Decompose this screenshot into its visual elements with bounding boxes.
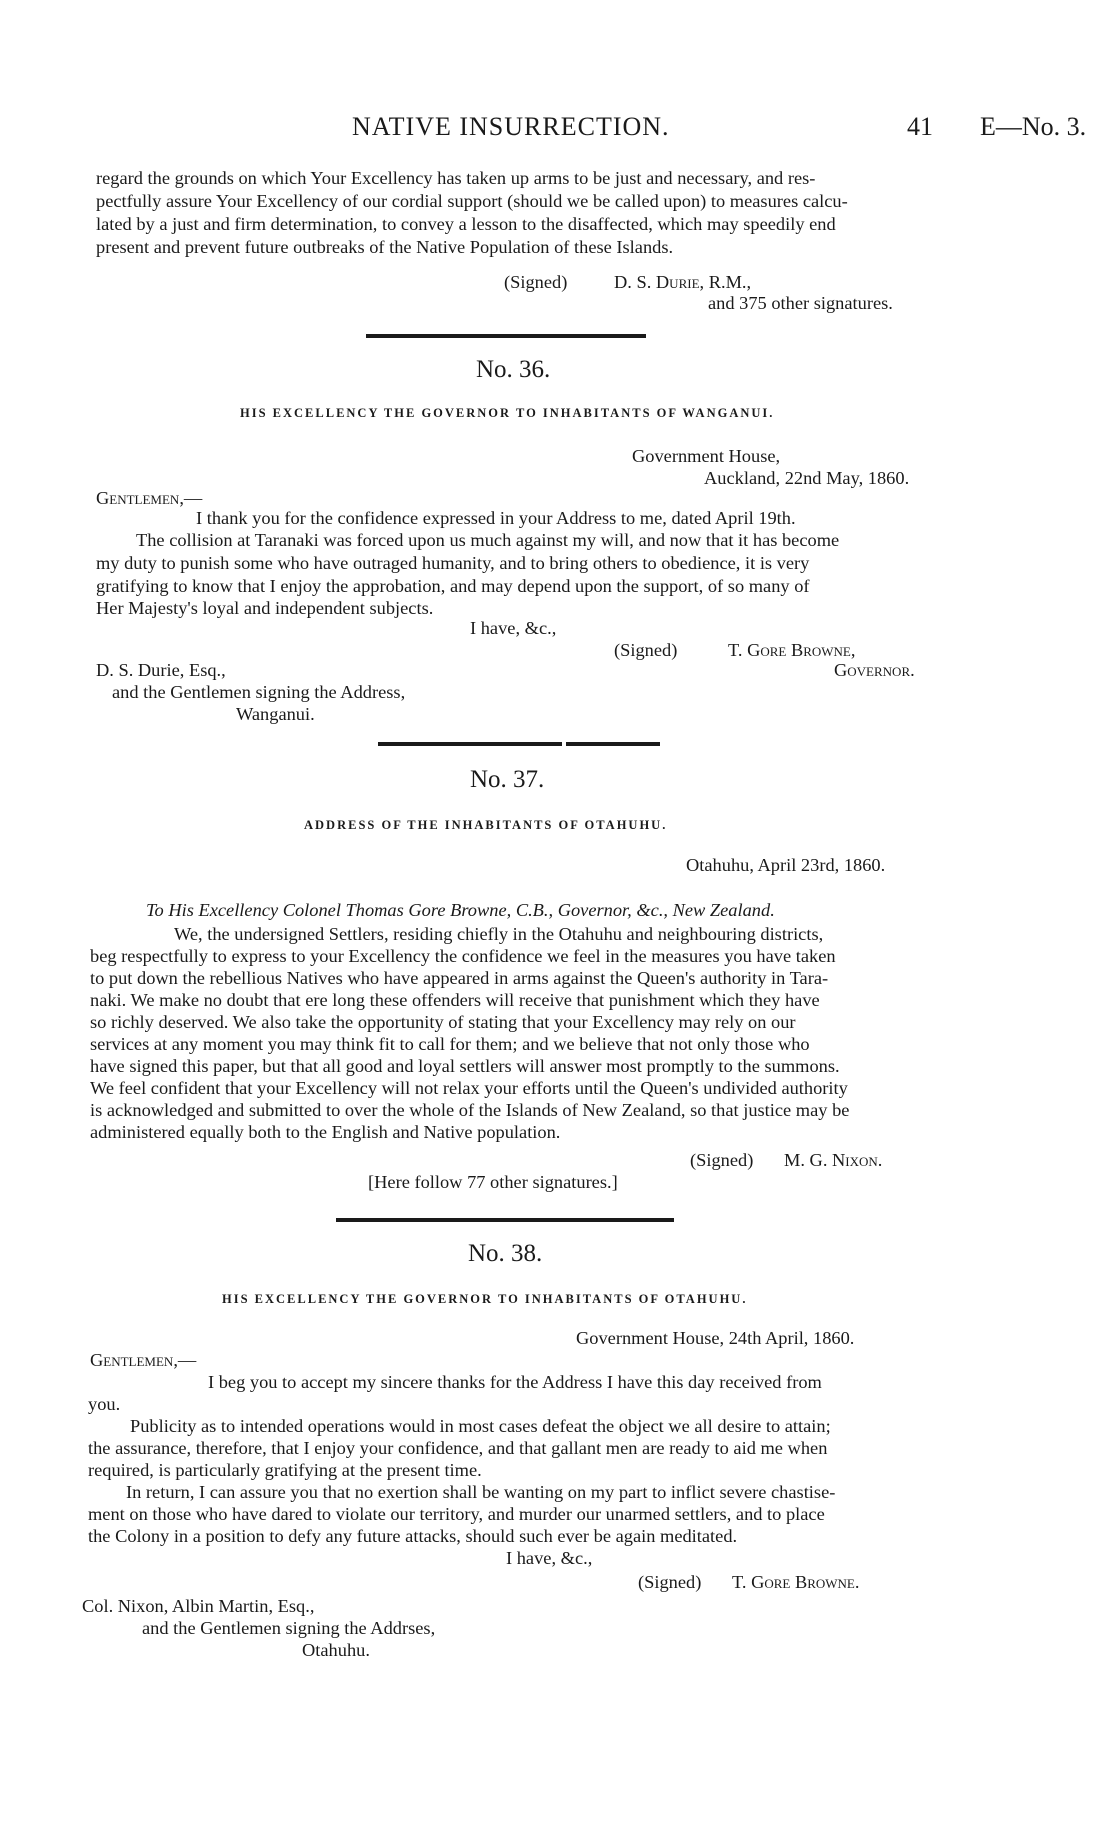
section-38-line-7: ment on those who have dared to violate our territory, and murder our unarmed settlers, and to place [88, 1504, 825, 1524]
section-36-signatory-title: Governor. [834, 660, 915, 680]
section-38-addressee-2: and the Gentlemen signing the Addrses, [142, 1618, 436, 1638]
section-number-38: No. 38. [468, 1240, 543, 1267]
section-36-line-3: my duty to punish some who have outraged humanity, and to bring others to obedience, it is very [96, 553, 810, 573]
section-37-line-5: so richly deserved. We also take the opportunity of stating that your Excellency may rely on our [90, 1012, 796, 1032]
page-number: 41 [907, 112, 933, 141]
section-38-signatory: T. Gore Browne. [732, 1572, 860, 1592]
intro-line-1: regard the grounds on which Your Excellency has taken up arms to be just and necessary, and res- [96, 168, 816, 188]
section-37-line-10: administered equally both to the English and Native population. [90, 1122, 561, 1142]
section-37-to-line: To His Excellency Colonel Thomas Gore Browne, C.B., Governor, &c., New Zealand. [146, 900, 775, 920]
section-36-closing: I have, &c., [470, 618, 557, 638]
section-38-line-8: the Colony in a position to defy any future attacks, should such ever be again meditated. [88, 1526, 738, 1546]
intro-signatory: D. S. Durie, R.M., [614, 272, 752, 292]
section-38-line-1: I beg you to accept my sincere thanks for the Address I have this day received from [208, 1372, 822, 1392]
section-36-line-1: I thank you for the confidence expressed in your Address to me, dated April 19th. [196, 508, 796, 528]
section-36-addressee-3: Wanganui. [236, 704, 315, 724]
intro-other-signatures: and 375 other signatures. [708, 293, 893, 313]
section-38-signed-label: (Signed) [638, 1572, 702, 1592]
section-36-heading: HIS EXCELLENCY THE GOVERNOR TO INHABITANTS OF WANGANUI. [240, 406, 775, 420]
section-36-date: Auckland, 22nd May, 1860. [704, 468, 910, 488]
intro-line-2: pectfully assure Your Excellency of our cordial support (should we be called upon) to measures calcu- [96, 191, 848, 211]
section-36-line-2: The collision at Taranaki was forced upon us much against my will, and now that it has become [136, 530, 840, 550]
section-38-line-2: you. [88, 1394, 121, 1414]
section-38-addressee-3: Otahuhu. [302, 1640, 370, 1660]
section-37-line-4: naki. We make no doubt that ere long these offenders will receive that punishment which they have [90, 990, 820, 1010]
section-divider-right [566, 742, 660, 746]
section-36-addressee-1: D. S. Durie, Esq., [96, 660, 226, 680]
section-divider-left [378, 742, 562, 746]
section-38-salutation: Gentlemen,— [90, 1350, 197, 1370]
section-38-date: Government House, 24th April, 1860. [576, 1328, 855, 1348]
section-37-line-3: to put down the rebellious Natives who have appeared in arms against the Queen's authority in Tara- [90, 968, 829, 988]
intro-line-4: present and prevent future outbreaks of the Native Population of these Islands. [96, 237, 674, 257]
section-37-line-2: beg respectfully to express to your Excellency the confidence we feel in the measures you have taken [90, 946, 836, 966]
intro-line-3: lated by a just and firm determination, to convey a lesson to the disaffected, which may speedily end [96, 214, 836, 234]
section-37-line-1: We, the undersigned Settlers, residing chiefly in the Otahuhu and neighbouring districts, [174, 924, 824, 944]
section-36-place: Government House, [632, 446, 781, 466]
section-38-line-6: In return, I can assure you that no exertion shall be wanting on my part to inflict severe chastise- [126, 1482, 836, 1502]
section-38-line-4: the assurance, therefore, that I enjoy your confidence, and that gallant men are ready to aid me when [88, 1438, 828, 1458]
section-36-line-5: Her Majesty's loyal and independent subjects. [96, 598, 434, 618]
running-title: NATIVE INSURRECTION. [352, 112, 670, 141]
intro-signed-label: (Signed) [504, 272, 568, 292]
section-36-addressee-2: and the Gentlemen signing the Address, [112, 682, 406, 702]
section-37-signatory: M. G. Nixon. [784, 1150, 883, 1170]
section-38-closing: I have, &c., [506, 1548, 593, 1568]
section-36-salutation: Gentlemen,— [96, 488, 203, 508]
section-37-date: Otahuhu, April 23rd, 1860. [686, 855, 886, 875]
section-37-signed-label: (Signed) [690, 1150, 754, 1170]
section-37-line-8: We feel confident that your Excellency will not relax your efforts until the Queen's undivided authority [90, 1078, 848, 1098]
section-divider [366, 334, 646, 338]
section-37-line-9: is acknowledged and submitted to over the whole of the Islands of New Zealand, so that justice may be [90, 1100, 850, 1120]
section-37-heading: ADDRESS OF THE INHABITANTS OF OTAHUHU. [304, 818, 668, 832]
section-38-line-5: required, is particularly gratifying at the present time. [88, 1460, 482, 1480]
section-36-signatory: T. Gore Browne, [728, 640, 856, 660]
section-36-signed-label: (Signed) [614, 640, 678, 660]
section-divider [336, 1218, 674, 1222]
section-36-line-4: gratifying to know that I enjoy the approbation, and may depend upon the support, of so many of [96, 576, 810, 596]
document-reference: E—No. 3. [980, 112, 1087, 141]
section-37-line-7: have signed this paper, but that all good and loyal settlers will answer most promptly to the summons. [90, 1056, 840, 1076]
section-38-line-3: Publicity as to intended operations would in most cases defeat the object we all desire to attain; [130, 1416, 831, 1436]
section-38-heading: HIS EXCELLENCY THE GOVERNOR TO INHABITANTS OF OTAHUHU. [222, 1292, 748, 1306]
section-number-37: No. 37. [470, 766, 545, 793]
section-37-line-6: services at any moment you may think fit to call for them; and we believe that not only those who [90, 1034, 810, 1054]
section-38-addressee-1: Col. Nixon, Albin Martin, Esq., [82, 1596, 315, 1616]
section-37-other-signatures: [Here follow 77 other signatures.] [368, 1172, 618, 1192]
section-number-36: No. 36. [476, 356, 551, 383]
